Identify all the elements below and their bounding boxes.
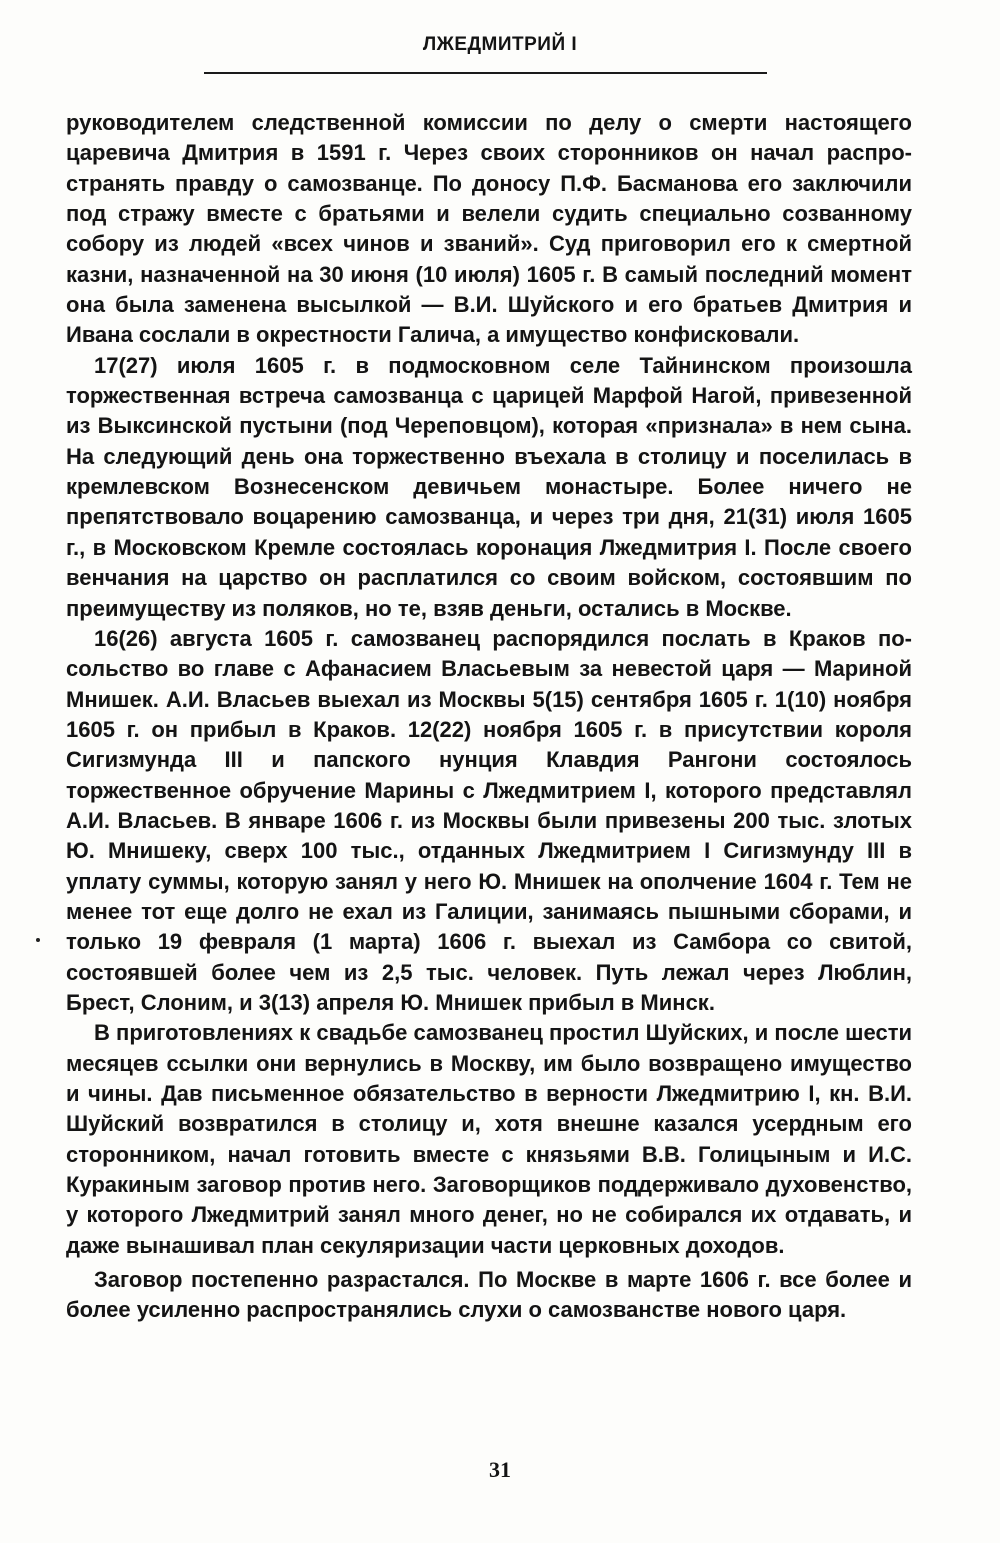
paragraph-5: Заговор постепенно разрастался. По Москве в марте 1606 г. все более и более усиленно распространялись слухи о самозванстве нового царя.	[66, 1267, 912, 1323]
main-text	[66, 108, 912, 1326]
paragraph-4: В приготовлениях к свадьбе самозванец простил Шуйских, и после шести месяцев ссылки они вернулись в Москву, им было возвращено имущество и чины. Дав письменное обязательство в верности Лжедмитрию I, кн. В.И. Шуйский возвратился в столицу и, хотя внешне казался усердным его сторонником, начал готовить вместе с князьями В.В. Голицыным и И.С. Куракиным заговор против него. Заговорщиков поддерживало духовенство, у которого Лжедмитрий занял много денег, но не собирался их отдавать, и даже вынашивал план секуляризации части церковных доходов.	[66, 1020, 912, 1258]
header-rule	[204, 72, 767, 74]
running-head-title: ЛЖЕДМИТРИЙ I	[422, 34, 578, 55]
margin-mark	[36, 938, 40, 942]
paragraph-1: руководителем следственной комиссии по делу о смерти настоящего царевича Дмитрия в 1591 г. Через своих сторонников он начал распространять правду о самозванце. По доносу П.Ф. Басманова его заключили под стражу вместе с братьями и велели судить специально созванному собору из людей «всех чинов и званий». Суд приговорил его к смертной казни, назначенной на 30 июня (10 июля) 1605 г. В самый последний момент она была заменена высылкой — В.И. Шуйского и его братьев Дмитрия и Ивана сослали в окрестности Галича, а имущество конфисковали.	[66, 110, 912, 348]
page-number: 31	[489, 1457, 511, 1482]
paragraph-2: 17(27) июля 1605 г. в подмосковном селе Тайнинском произошла торжественная встреча самозванца с царицей Марфой Нагой, привезенной из Выксинской пустыни (под Череповцом), которая «признала» в нем сына. На следующий день она торжественно въехала в столицу и поселилась в кремлевском Вознесенском девичьем монастыре. Более ничего не препятствовало воцарению самозванца, и через три дня, 21(31) июля 1605 г., в Московском Кремле состоялась коронация Лжедмитрия I. После своего венчания на царство он расплатился со своим войском, состоявшим по преимуществу из поляков, но те, взяв деньги, остались в Москве.	[66, 352, 912, 621]
paragraph-3: 16(26) августа 1605 г. самозванец распорядился послать в Краков посольство во главе с Афанасием Власьевым за невестой царя — Мариной Мнишек. А.И. Власьев выехал из Москвы 5(15) сентября 1605 г. 1(10) ноября 1605 г. он прибыл в Краков. 12(22) ноября 1605 г. в присутствии короля Сигизмунда III и папского нунция Клавдия Рангони состоялось торжественное обручение Марины с Лжедмитрием I, которого представлял А.И. Власьев. В январе 1606 г. из Москвы были привезены 200 тыс. злотых Ю. Мнишеку, сверх 100 тыс., отданных Лжедмитрием I Сигизмунду III в уплату суммы, которую занял у него Ю. Мнишек на ополчение 1604 г. Тем не менее тот еще долго не ехал из Галиции, занимаясь пышными сборами, и только 19 февраля (1 марта) 1606 г. выехал из Самбора со свитой, состоявшей более чем из 2,5 тыс. человек. Путь лежал через Люблин, Брест, Слоним, и 3(13) апреля Ю. Мнишек прибыл в Минск.	[66, 625, 912, 1015]
